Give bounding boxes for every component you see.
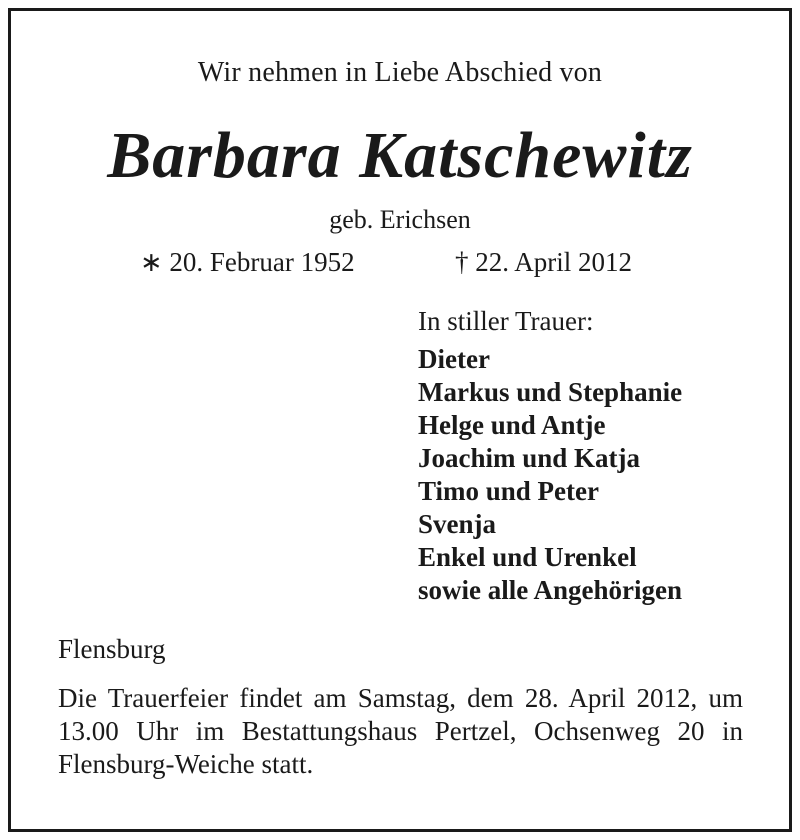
deceased-name: Barbara Katschewitz — [107, 119, 693, 192]
mourner-item: Svenja — [418, 509, 497, 539]
mourner-item: Enkel und Urenkel — [418, 542, 637, 572]
mourning-label: In stiller Trauer: — [418, 306, 594, 336]
mourner-item: Helge und Antje — [418, 410, 606, 440]
mourner-item: Dieter — [418, 344, 490, 374]
city-name: Flensburg — [58, 634, 166, 664]
mourner-item: Joachim und Katja — [418, 443, 641, 473]
intro-line: Wir nehmen in Liebe Abschied von — [197, 57, 603, 88]
maiden-name: geb. Erichsen — [329, 205, 471, 234]
birth-date: ∗ 20. Februar 1952 — [140, 247, 355, 277]
funeral-details: Die Trauerfeier findet am Samstag, dem 28. April 2012, um 13.00 Uhr im Bestattungshaus Pertzel, Ochsenweg 20 in Flensburg-Weiche statt. — [58, 683, 743, 779]
mourner-list — [418, 343, 682, 607]
death-date: † 22. April 2012 — [455, 247, 633, 277]
mourner-item: Timo und Peter — [418, 476, 599, 506]
mourner-item: sowie alle Angehörigen — [418, 575, 682, 605]
mourner-item: Markus und Stephanie — [418, 377, 683, 407]
